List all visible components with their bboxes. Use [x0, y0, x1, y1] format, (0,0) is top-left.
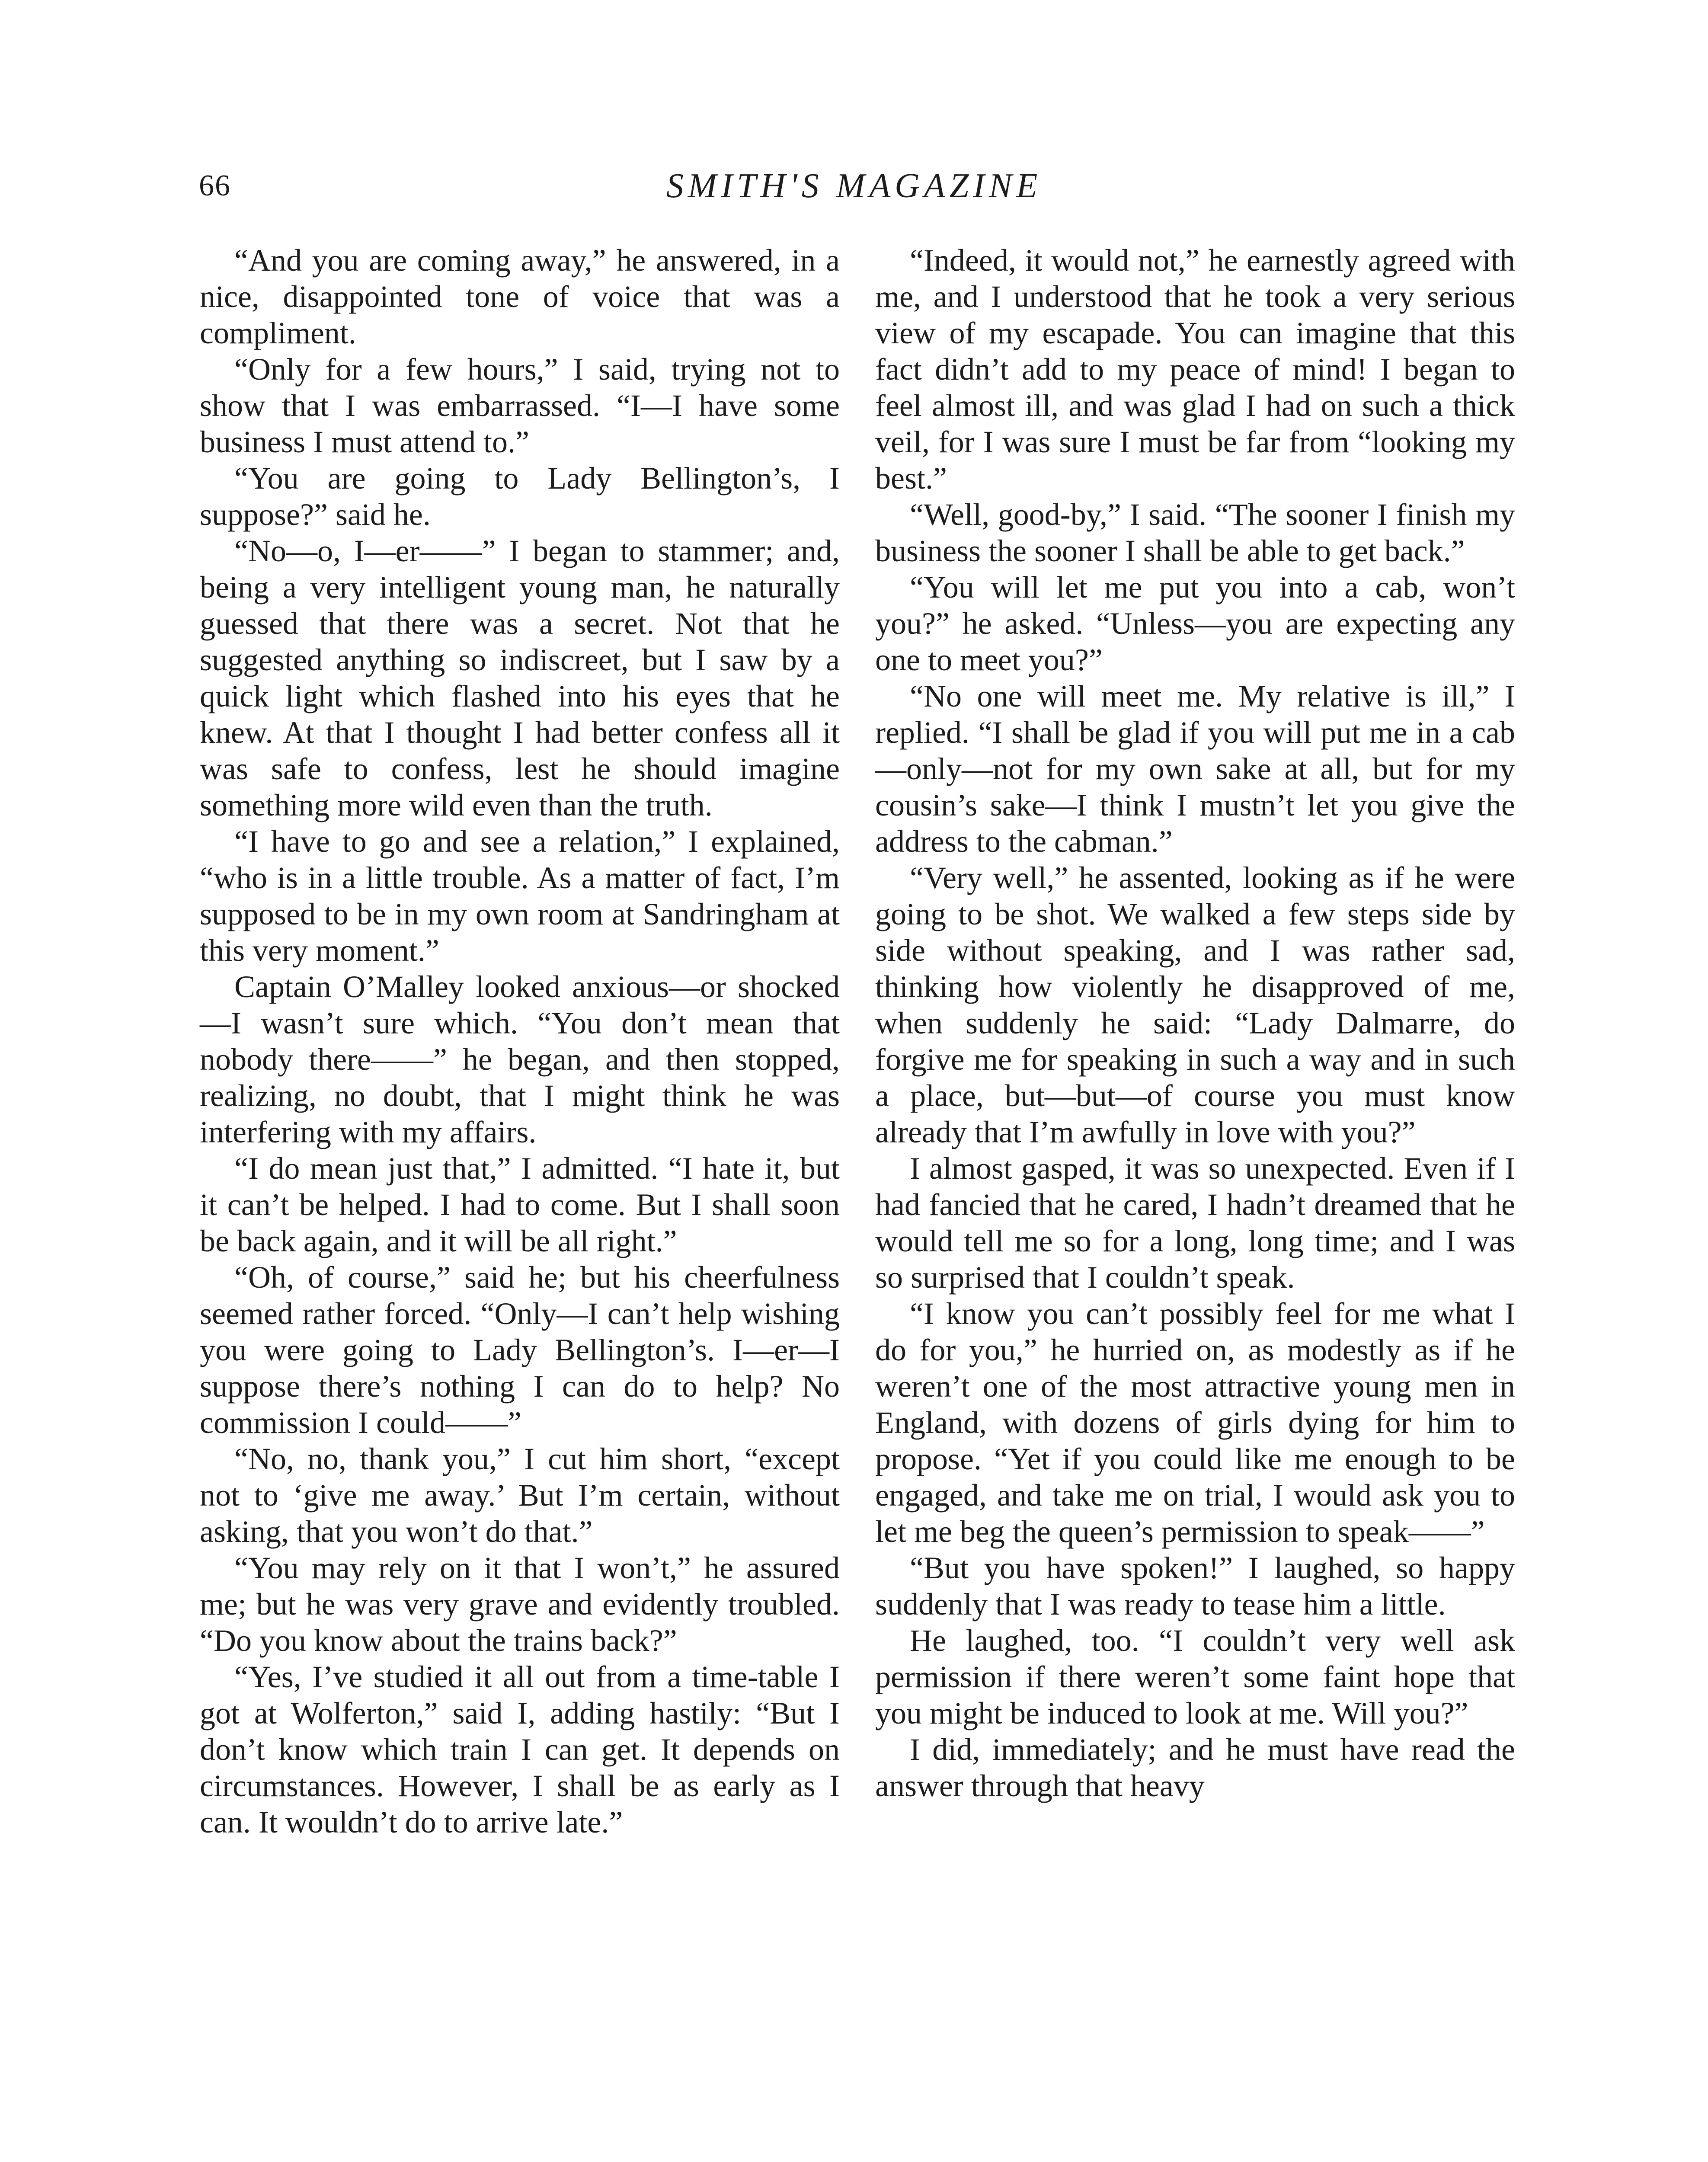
paragraph: “Indeed, it would not,” he earnestly agreed with me, and I understood that he took a very serious view of my escapade. You can imagine that this fact didn’t add to my peace of mind! I began to feel almost ill, and was glad I had on such a thick veil, for I was sure I must be far from “looking my best.” — [875, 243, 1515, 496]
paragraph: “But you have spoken!” I laughed, so happy suddenly that I was ready to tease him a little. — [875, 1551, 1515, 1622]
paragraph: “Yes, I’ve studied it all out from a time-table I got at Wolferton,” said I, adding hastily: “But I don’t know which train I can get. It depends on circumstances. However, I shall be as early as I can. It wouldn’t do to arrive late.” — [200, 1660, 840, 1839]
paragraph: “You are going to Lady Bellington’s, I suppose?” said he. — [200, 461, 840, 532]
text-column-left — [200, 242, 840, 1840]
paragraph: “Oh, of course,” said he; but his cheerfulness seemed rather forced. “Only—I can’t help wishing you were going to Lady Bellington’s. I—er—I suppose there’s nothing I can do to help? No commission I could——” — [200, 1260, 840, 1440]
paragraph: “No one will meet me. My relative is ill,” I replied. “I shall be glad if you will put me in a cab—only—not for my own sake at all, but for my cousin’s sake—I think I mustn’t let you give the address to the cabman.” — [875, 679, 1515, 859]
paragraph: “No, no, thank you,” I cut him short, “except not to ‘give me away.’ But I’m certain, without asking, that you won’t do that.” — [200, 1442, 840, 1549]
paragraph: I almost gasped, it was so unexpected. Even if I had fancied that he cared, I hadn’t dreamed that he would tell me so for a long, long time; and I was so surprised that I couldn’t speak. — [875, 1151, 1515, 1295]
page-number: 66 — [199, 169, 231, 202]
paragraph: “Well, good-by,” I said. “The sooner I finish my business the sooner I shall be able to get back.” — [875, 497, 1515, 568]
paragraph: “I know you can’t possibly feel for me what I do for you,” he hurried on, as modestly as if he weren’t one of the most attractive young men in England, with dozens of girls dying for him to propose. “Yet if you could like me enough to be engaged, and take me on trial, I would ask you to let me beg the queen’s permission to speak——” — [875, 1296, 1515, 1549]
text-column-right — [875, 242, 1515, 1804]
paragraph: “I do mean just that,” I admitted. “I hate it, but it can’t be helped. I had to come. But I shall soon be back again, and it will be all right.” — [200, 1151, 840, 1258]
paragraph: “You will let me put you into a cab, won’t you?” he asked. “Unless—you are expecting any one to meet you?” — [875, 570, 1515, 677]
paragraph: I did, immediately; and he must have read the answer through that heavy — [875, 1732, 1515, 1803]
running-head: SMITH'S MAGAZINE — [666, 167, 1042, 205]
paragraph: “And you are coming away,” he answered, in a nice, disappointed tone of voice that was a compliment. — [200, 243, 840, 350]
paragraph: “Very well,” he assented, looking as if he were going to be shot. We walked a few steps side by side without speaking, and I was rather sad, thinking how violently he disapproved of me, when suddenly he said: “Lady Dalmarre, do forgive me for speaking in such a way and in such a place, but—but—of course you must know already that I’m awfully in love with you?” — [875, 860, 1515, 1149]
paragraph: He laughed, too. “I couldn’t very well ask permission if there weren’t some faint hope that you might be induced to look at me. Will you?” — [875, 1623, 1515, 1730]
paragraph: “I have to go and see a relation,” I explained, “who is in a little trouble. As a matter of fact, I’m supposed to be in my own room at Sandringham at this very moment.” — [200, 824, 840, 968]
paragraph: “Only for a few hours,” I said, trying not to show that I was embarrassed. “I—I have some business I must attend to.” — [200, 352, 840, 459]
paragraph: “No—o, I—er——” I began to stammer; and, being a very intelligent young man, he naturally guessed that there was a secret. Not that he suggested anything so indiscreet, but I saw by a quick light which flashed into his eyes that he knew. At that I thought I had better confess all it was safe to confess, lest he should imagine something more wild even than the truth. — [200, 534, 840, 822]
paragraph: “You may rely on it that I won’t,” he assured me; but he was very grave and evidently troubled. “Do you know about the trains back?” — [200, 1551, 840, 1658]
paragraph: Captain O’Malley looked anxious—or shocked—I wasn’t sure which. “You don’t mean that nobody there——” he began, and then stopped, realizing, no doubt, that I might think he was interfering with my affairs. — [200, 969, 840, 1149]
